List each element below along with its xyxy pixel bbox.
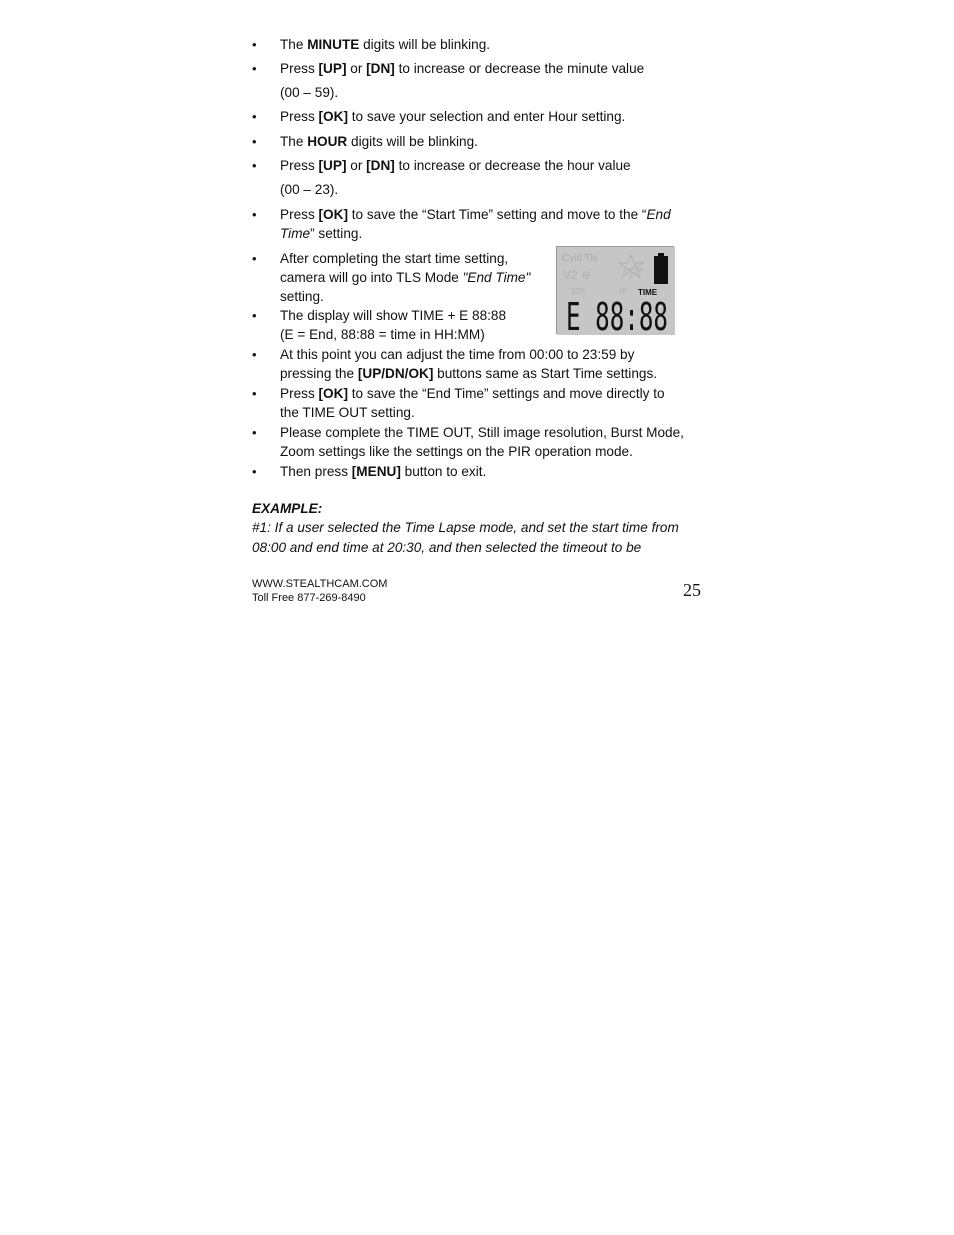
bullet-text-line: Then press [MENU] button to exit. [280, 464, 487, 479]
lcd-ghost-mid: V2 ⊕ [563, 268, 592, 282]
bullet-text-line: camera will go into TLS Mode "End Time" [280, 270, 531, 285]
bullet-glyph: • [252, 134, 257, 149]
example-line-2: 08:00 and end time at 20:30, and then selected the timeout to be [252, 540, 642, 555]
bullet-text-line: Please complete the TIME OUT, Still image resolution, Burst Mode, [280, 425, 684, 440]
page-number: 25 [683, 580, 701, 600]
bullet-glyph: • [252, 109, 257, 124]
bullet-text-line: (E = End, 88:88 = time in HH:MM) [280, 327, 485, 342]
bullet-text-line: The display will show TIME + E 88:88 [280, 308, 507, 323]
lcd-ghost-top: Cvid Tls [562, 253, 598, 264]
lcd-display-graphic [557, 247, 675, 339]
bullet-text-line: pressing the [UP/DN/OK] buttons same as Start Time settings. [280, 366, 658, 381]
bullet-text-line: Press [UP] or [DN] to increase or decrease the minute value [280, 61, 645, 76]
bullet-glyph: • [252, 37, 257, 52]
bullet-glyph: • [252, 308, 257, 323]
bullet-text-line: Press [OK] to save the “Start Time” setting and move to the “End [280, 207, 671, 222]
bullet-text-line: Press [OK] to save the “End Time” settings and move directly to [280, 386, 665, 401]
bullet-text-line: Time” setting. [280, 226, 363, 241]
bullet-text-line: Zoom settings like the settings on the PIR operation mode. [280, 444, 633, 459]
battery-icon [654, 256, 668, 284]
lcd-digits: E 88:88 [566, 295, 668, 339]
example-line-1: #1: If a user selected the Time Lapse mode, and set the start time from [252, 520, 679, 535]
bullet-continuation: (00 – 59). [280, 85, 339, 100]
footer-website: WWW.STEALTHCAM.COM [252, 578, 388, 590]
bullet-glyph: • [252, 158, 257, 173]
bullet-text-line: At this point you can adjust the time from 00:00 to 23:59 by [280, 347, 635, 362]
bullet-text-line: The HOUR digits will be blinking. [280, 134, 478, 149]
bullet-glyph: • [252, 207, 257, 222]
bullet-glyph: • [252, 425, 257, 440]
lcd-ghost-hi: Hi [619, 287, 627, 296]
lcd-time-label: TIME [638, 288, 658, 297]
bullet-glyph: • [252, 61, 257, 76]
footer-phone: Toll Free 877-269-8490 [252, 592, 366, 604]
bullet-text-line: Press [UP] or [DN] to increase or decrease the hour value [280, 158, 631, 173]
bullet-glyph: • [252, 464, 257, 479]
bullet-continuation: (00 – 23). [280, 182, 339, 197]
bullet-text-line: The MINUTE digits will be blinking. [280, 37, 491, 52]
bullet-text-line: Press [OK] to save your selection and enter Hour setting. [280, 109, 626, 124]
lcd-ghost-low: 33B [571, 287, 586, 296]
bullet-text-line: the TIME OUT setting. [280, 405, 415, 420]
example-heading: EXAMPLE: [252, 501, 323, 516]
bullet-glyph: • [252, 251, 257, 266]
lcd-display-image [556, 246, 674, 339]
bullet-text-line: After completing the start time setting, [280, 251, 509, 266]
bullet-text-line: setting. [280, 289, 324, 304]
bullet-glyph: • [252, 386, 257, 401]
bullet-glyph: • [252, 347, 257, 362]
